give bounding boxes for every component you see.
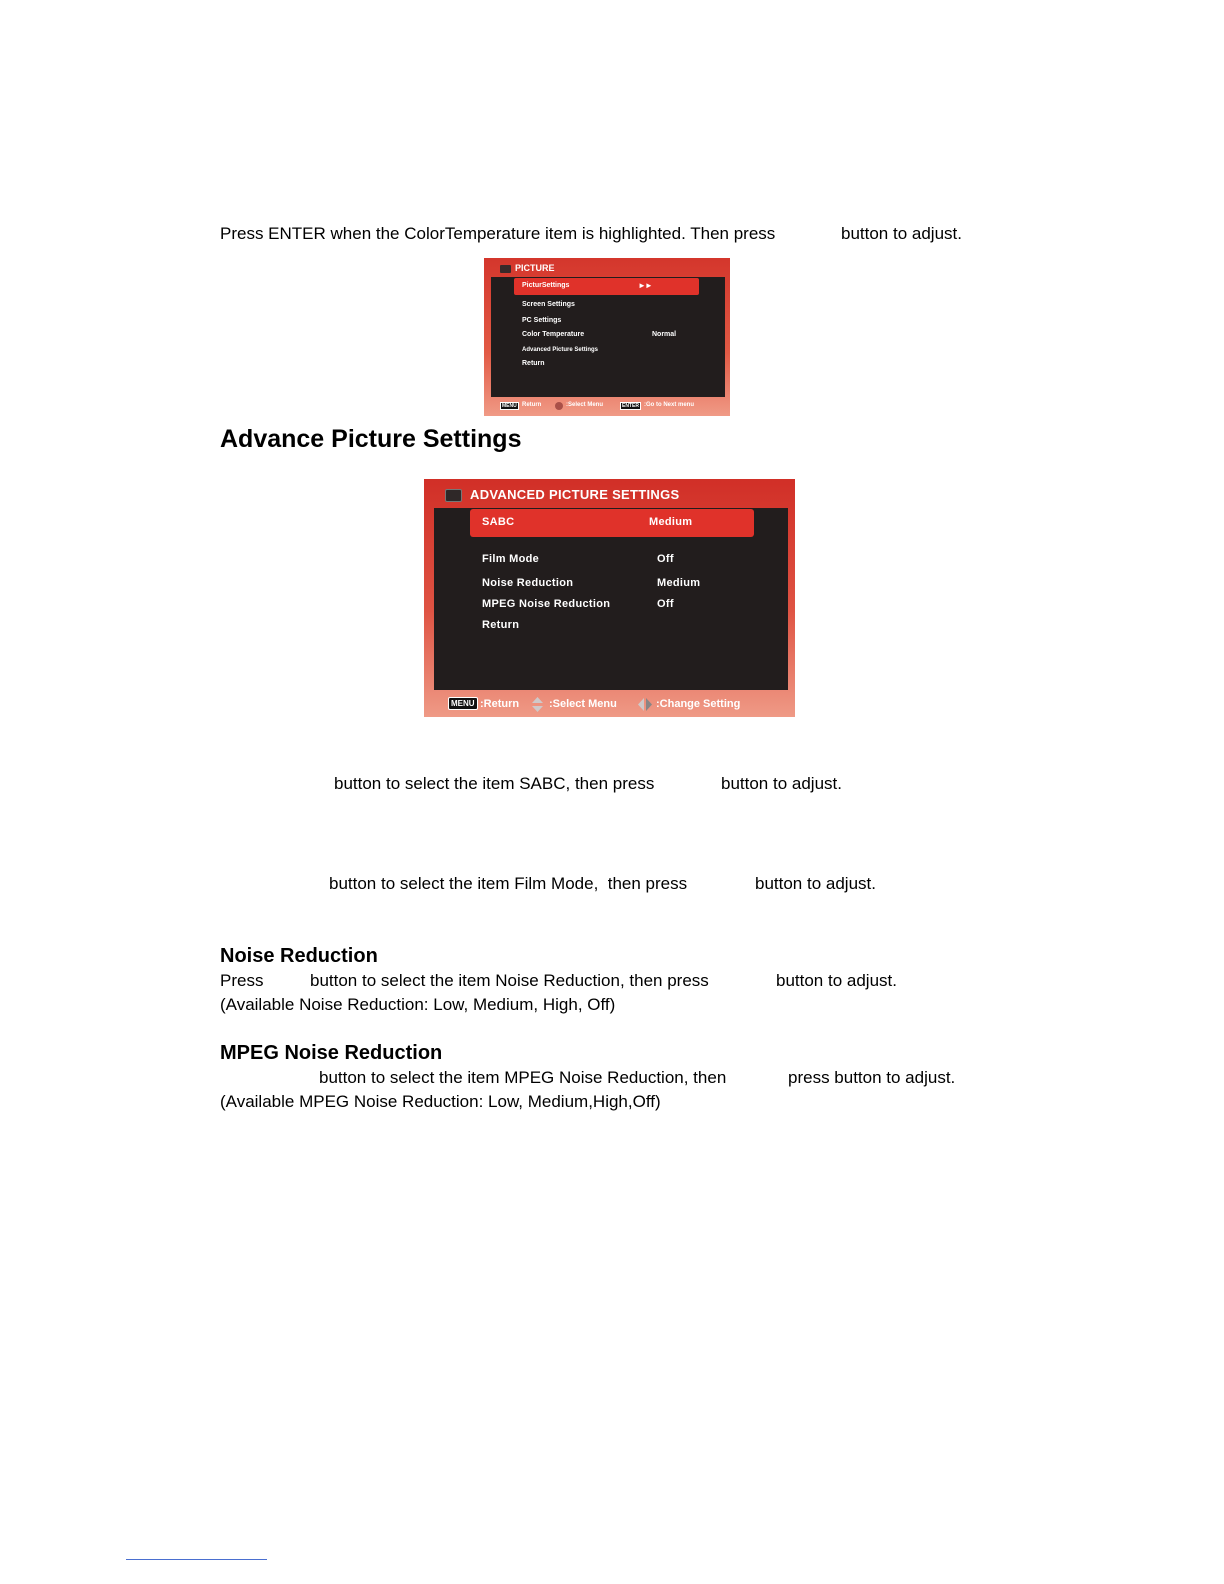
mpeg-noise-reduction-value: Off [657,598,674,610]
footer-select: :Select Menu [566,402,604,408]
screen-settings-item: Screen Settings [522,301,575,308]
sabc-text: button to select the item SABC, then press [334,774,655,793]
noise-available: (Available Noise Reduction: Low, Medium, High, Off) [220,995,616,1014]
advanced-menu-title: ADVANCED PICTURE SETTINGS [470,487,680,502]
mpeg-noise-reduction-label: MPEG Noise Reduction [482,598,611,610]
return-label: Return [482,619,520,631]
noise-reduction-value: Medium [657,577,701,589]
footer-change-setting: :Change Setting [656,698,741,710]
section-heading: Advance Picture Settings [220,425,522,453]
menu-key-icon: MENU [448,697,478,710]
mpeg-available: (Available MPEG Noise Reduction: Low, Medium,High,Off) [220,1092,661,1111]
noise-reduction-heading: Noise Reduction [220,945,378,967]
intro-text: Press ENTER when the ColorTemperature item is highlighted. Then press [220,224,776,243]
enter-key-icon: ENTER [622,403,639,409]
picture-icon [500,265,511,273]
sabc-value: Medium [649,516,693,528]
mpeg-heading: MPEG Noise Reduction [220,1042,443,1064]
leftright-arrow-icon [637,697,653,712]
return-item: Return [522,360,545,367]
picture-menu-screenshot [484,258,730,416]
picture-menu-title: PICTURE [515,263,555,273]
advanced-picture-settings-item: Advanced Picture Settings [522,347,599,353]
advanced-menu-screenshot [424,479,795,717]
updown-arrow-icon [531,696,544,713]
menu-key-icon: MENU [502,403,517,409]
picture-icon [445,489,462,502]
updown-arrow-icon [555,402,563,410]
color-temperature-item: Color Temperature [522,331,585,338]
color-temperature-value: Normal [652,331,677,338]
film-mode-label: Film Mode [482,553,540,565]
footer-return: :Return [480,698,520,710]
intro-text-end: button to adjust. [841,224,962,243]
film-mode-text-end: button to adjust. [755,874,876,893]
film-mode-value: Off [657,553,674,565]
noise-text: button to select the item Noise Reduction, then press [310,971,709,990]
noise-reduction-label: Noise Reduction [482,577,574,589]
footer-next: :Go to Next menu [644,402,695,408]
noise-press: Press [220,971,264,990]
pc-settings-item: PC Settings [522,317,562,324]
picture-settings-item: PicturSettings [522,282,570,289]
double-arrow-icon: ►► [638,281,652,290]
film-mode-text: button to select the item Film Mode, then press [329,874,688,893]
mpeg-text: button to select the item MPEG Noise Reduction, then [319,1068,727,1087]
footer-return: Return [522,402,542,408]
footer-select: :Select Menu [549,698,617,710]
sabc-text-end: button to adjust. [721,774,842,793]
mpeg-text-end: press button to adjust. [788,1068,956,1087]
noise-text-end: button to adjust. [776,971,897,990]
sabc-label: SABC [482,516,515,528]
footer-rule [126,1559,267,1560]
